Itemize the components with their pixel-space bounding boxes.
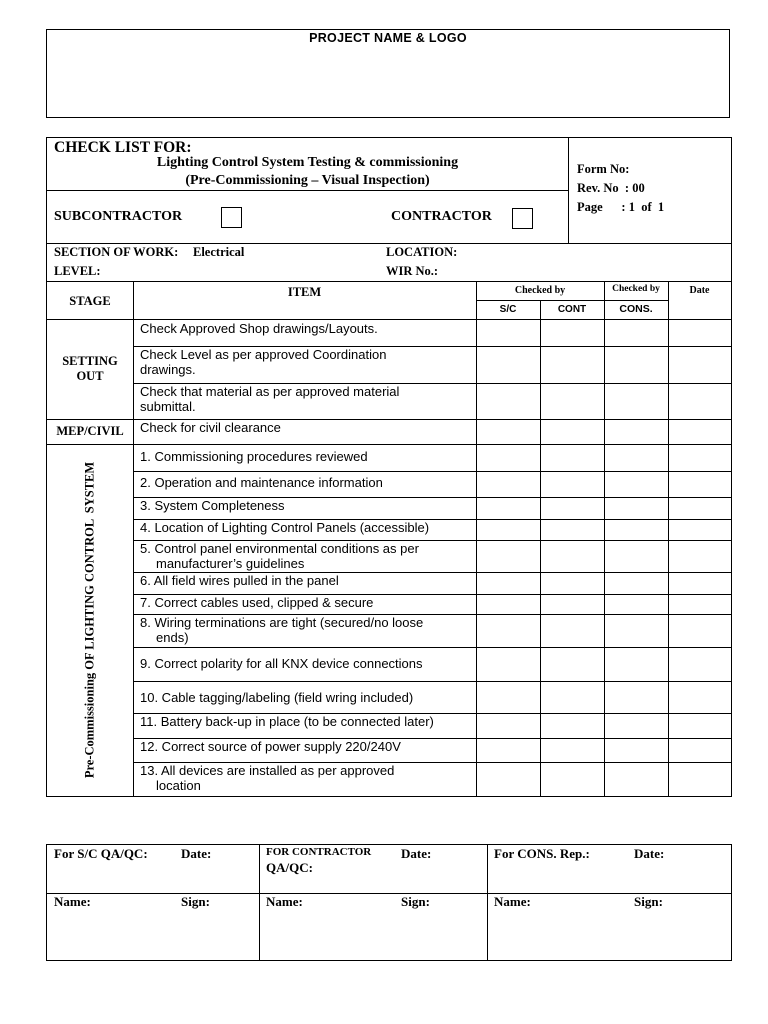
contractor-name-label: Name:: [266, 894, 303, 909]
location-label: LOCATION:: [386, 245, 458, 259]
contractor-sign-label: Sign:: [401, 894, 430, 909]
checklist-item-text: 9. Correct polarity for all KNX device connections: [140, 656, 423, 671]
date-header: Date: [689, 285, 710, 296]
level-label: LEVEL:: [54, 264, 101, 278]
cons-name-label: Name:: [494, 894, 531, 909]
signoff-block: [46, 844, 732, 961]
checklist-item-text: 5. Control panel environmental conditions as per: [140, 541, 419, 556]
checklist-item-text: Check Approved Shop drawings/Layouts.: [140, 321, 378, 336]
page-count: Page : 1 of 1: [577, 200, 665, 214]
checklist-item-text: 6. All field wires pulled in the panel: [140, 573, 339, 588]
checklist-item-text: 7. Correct cables used, clipped & secure: [140, 595, 374, 610]
checklist-item-text: Check Level as per approved Coordination: [140, 347, 387, 362]
checklist-item-text: Check that material as per approved material: [140, 384, 400, 399]
checklist-title: Lighting Control System Testing & commissioning: [156, 155, 459, 170]
contractor-checkbox[interactable]: [512, 208, 533, 229]
checklist-item-text: 13. All devices are installed as per approved: [140, 763, 395, 778]
checklist-item-text-cont: drawings.: [140, 362, 196, 377]
checklist-item-text: 11. Battery back-up in place (to be connected later): [140, 714, 434, 729]
stage-setting-out-line2: OUT: [76, 369, 104, 383]
checked-by-header-1: Checked by: [514, 285, 566, 296]
checklist-item-text-cont: submittal.: [140, 399, 196, 414]
sc-name-label: Name:: [54, 894, 91, 909]
checklist-form: [46, 137, 732, 797]
stage-mep-civil: MEP/CIVIL: [56, 424, 124, 438]
checked-by-header-2: Checked by: [612, 284, 660, 294]
stage-setting-out-line1: SETTING: [62, 354, 118, 368]
stage-precommissioning: Pre-Commissioning OF LIGHTING CONTROL SYSTEM: [82, 461, 97, 779]
checklist-item-text: 4. Location of Lighting Control Panels (accessible): [140, 520, 430, 535]
contractor-date-label: Date:: [401, 846, 432, 861]
project-name-logo: PROJECT NAME & LOGO: [309, 31, 467, 45]
stage-header: STAGE: [69, 294, 111, 308]
cont-header: CONT: [557, 304, 587, 315]
cons-rep-label: For CONS. Rep.:: [494, 846, 590, 861]
sc-sign-label: Sign:: [181, 894, 210, 909]
contractor-label: CONTRACTOR: [391, 209, 492, 224]
section-of-work-value: Electrical: [193, 245, 245, 259]
cons-sign-label: Sign:: [634, 894, 663, 909]
cons-date-label: Date:: [634, 846, 665, 861]
checklist-item-text: 10. Cable tagging/labeling (field wring included): [140, 690, 414, 705]
form-no: Form No:: [577, 162, 630, 176]
checklist-item-text: 3. System Completeness: [140, 498, 285, 513]
subcontractor-label: SUBCONTRACTOR: [54, 209, 183, 224]
sc-header: S/C: [499, 304, 517, 315]
item-header: ITEM: [287, 285, 322, 299]
checklist-item-text-cont: location: [156, 778, 201, 793]
checklist-item-text: Check for civil clearance: [140, 420, 281, 435]
wir-label: WIR No.:: [386, 264, 439, 278]
sc-date-label: Date:: [181, 846, 212, 861]
check-list-for-label: CHECK LIST FOR:: [54, 139, 192, 156]
for-contractor-label: FOR CONTRACTOR: [266, 846, 372, 858]
checklist-item-text: 2. Operation and maintenance information: [140, 475, 383, 490]
checklist-item-text: 8. Wiring terminations are tight (secured/no loose: [140, 615, 424, 630]
checklist-subtitle: (Pre-Commissioning – Visual Inspection): [185, 173, 430, 188]
contractor-qaqc-label: QA/QC:: [266, 860, 313, 875]
sc-qaqc-label: For S/C QA/QC:: [54, 846, 148, 861]
section-of-work-label: SECTION OF WORK:: [54, 245, 179, 259]
project-header-box: [46, 29, 730, 118]
checklist-item-text: 1. Commissioning procedures reviewed: [140, 449, 368, 464]
checklist-item-text: 12. Correct source of power supply 220/240V: [140, 739, 401, 754]
checklist-item-text-cont: ends): [156, 630, 189, 645]
cons-header: CONS.: [619, 303, 653, 315]
subcontractor-checkbox[interactable]: [221, 207, 242, 228]
rev-no: Rev. No : 00: [577, 181, 645, 195]
checklist-item-text-cont: manufacturer’s guidelines: [156, 556, 305, 571]
